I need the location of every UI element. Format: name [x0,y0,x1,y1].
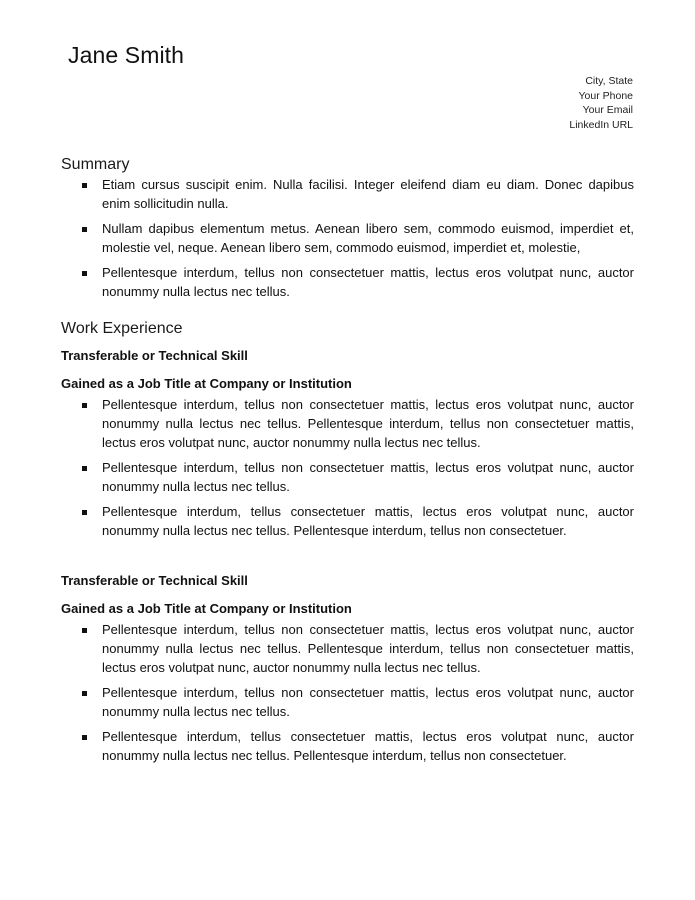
job-bullet-text: Pellentesque interdum, tellus non consectetuer mattis, lectus eros volutpat nunc, auctor nonummy nulla lectus nec tellus. [102,460,634,494]
bullet-square-icon [82,466,87,471]
summary-heading: Summary [61,156,130,173]
bullet-square-icon [82,183,87,188]
summary-item-text: Pellentesque interdum, tellus non consectetuer mattis, lectus eros volutpat nunc, auctor nonummy nulla lectus nec tellus. [102,265,634,299]
job-bullet-item [61,458,634,496]
summary-item [61,263,634,301]
bullet-square-icon [82,271,87,276]
job-position-title: Gained as a Job Title at Company or Institution [61,601,352,616]
resume-content [61,155,634,771]
job-skill-title: Transferable or Technical Skill [61,573,248,588]
contact-linkedin: LinkedIn URL [569,119,633,132]
bullet-square-icon [82,403,87,408]
job-entry [61,572,634,765]
contact-city-state: City, State [585,75,633,87]
bullet-square-icon [82,691,87,696]
job-bullet-text: Pellentesque interdum, tellus consectetuer mattis, lectus eros volutpat nunc, auctor nonummy nulla lectus nec tellus. Pellentesque interdum, tellus non consectetuer. [102,504,634,538]
bullet-square-icon [82,628,87,633]
job-bullet-text: Pellentesque interdum, tellus consectetuer mattis, lectus eros volutpat nunc, auctor nonummy nulla lectus nec tellus. Pellentesque interdum, tellus non consectetuer. [102,729,634,763]
summary-item-text: Nullam dapibus elementum metus. Aenean libero sem, commodo euismod, imperdiet et, molestie vel, neque. Aenean libero sem, commodo euismod, imperdiet et, molestie, [102,221,634,255]
summary-list [61,175,634,301]
job-entry [61,347,634,540]
bullet-square-icon [82,510,87,515]
job-bullet-text: Pellentesque interdum, tellus non consectetuer mattis, lectus eros volutpat nunc, auctor nonummy nulla lectus nec tellus. Pellentesque interdum, tellus non consectetuer mattis, lectus eros volutpat nunc, auctor nonummy nulla lectus nec tellus. [102,622,634,675]
contact-email: Your Email [582,104,633,117]
job-bullet-list [61,620,634,765]
job-bullet-text: Pellentesque interdum, tellus non consectetuer mattis, lectus eros volutpat nunc, auctor nonummy nulla lectus nec tellus. [102,685,634,719]
contact-block [569,74,633,133]
job-bullet-item [61,620,634,677]
summary-item-text: Etiam cursus suscipit enim. Nulla facilisi. Integer eleifend diam eu diam. Donec dapibus enim sollicitudin nulla. [102,177,634,211]
bullet-square-icon [82,735,87,740]
work-experience-heading: Work Experience [61,320,183,337]
job-position-title: Gained as a Job Title at Company or Institution [61,376,352,391]
job-bullet-item [61,502,634,540]
job-bullet-list [61,395,634,540]
job-bullet-item [61,683,634,721]
job-skill-title: Transferable or Technical Skill [61,348,248,363]
job-bullet-item [61,727,634,765]
summary-item [61,219,634,257]
candidate-name: Jane Smith [68,42,185,68]
bullet-square-icon [82,227,87,232]
job-bullet-item [61,395,634,452]
summary-item [61,175,634,213]
contact-phone: Your Phone [578,89,633,102]
job-bullet-text: Pellentesque interdum, tellus non consectetuer mattis, lectus eros volutpat nunc, auctor nonummy nulla lectus nec tellus. Pellentesque interdum, tellus non consectetuer mattis, lectus eros volutpat nunc, auctor nonummy nulla lectus nec tellus. [102,397,634,450]
